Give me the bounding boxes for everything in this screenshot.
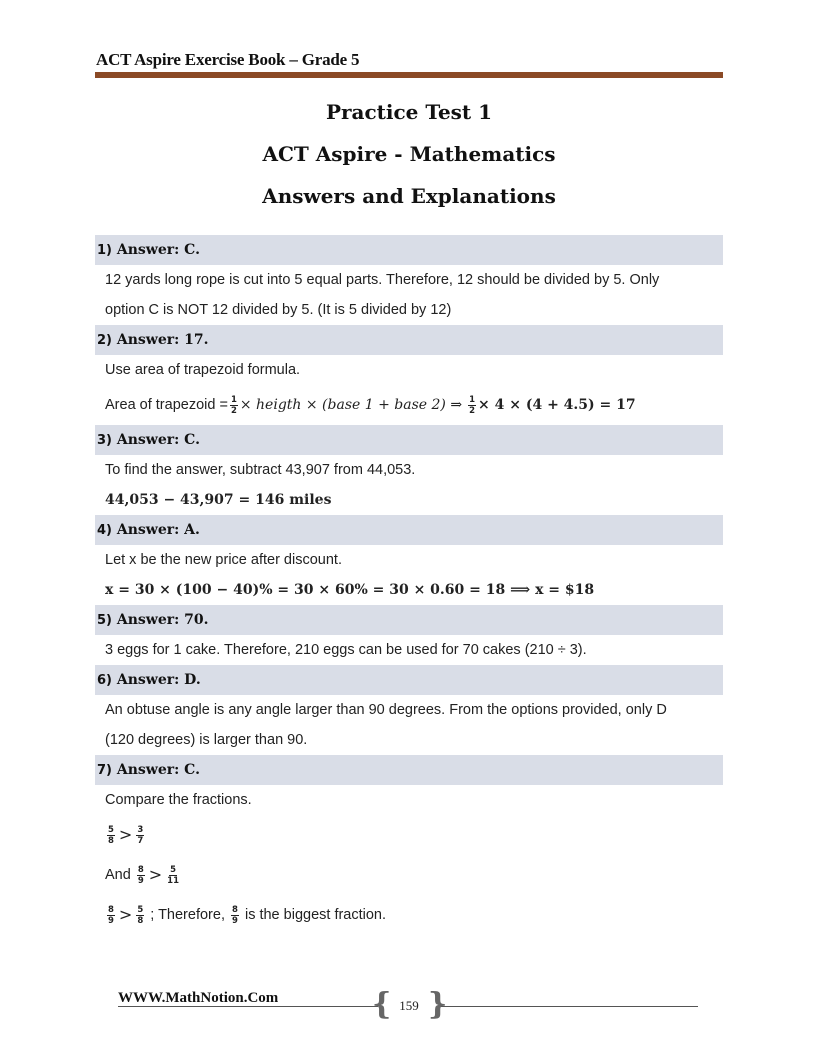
answer-number: 4) bbox=[97, 523, 112, 538]
fraction-5-11: $\frac{5}{11}$ bbox=[167, 864, 180, 886]
answer-label: Answer: D. bbox=[116, 672, 201, 688]
answer-label: Answer: C. bbox=[116, 242, 200, 258]
answer-label: Answer: C. bbox=[116, 432, 200, 448]
fraction-half: $\frac{1}{2}$ bbox=[469, 394, 476, 416]
answer-number: 7) bbox=[97, 763, 112, 778]
answers-list bbox=[95, 235, 723, 935]
answer-label: Answer: A. bbox=[116, 522, 200, 538]
answer-number: 6) bbox=[97, 673, 112, 688]
fraction-5-8: $\frac{5}{8}$ bbox=[108, 824, 114, 846]
answer-5-header bbox=[95, 605, 723, 635]
answer-label: Answer: C. bbox=[116, 762, 200, 778]
and-label: And bbox=[105, 867, 131, 883]
answer-6-header bbox=[95, 665, 723, 695]
header-rule bbox=[95, 72, 723, 78]
fraction-half: $\frac{1}{2}$ bbox=[230, 394, 237, 416]
answer-3-equation: 44,053 − 43,907 = 146 miles bbox=[105, 492, 332, 508]
answer-7-compare-2: And $\frac{8}{9}$ > $\frac{5}{11}$ bbox=[105, 864, 180, 886]
answer-4-header bbox=[95, 515, 723, 545]
fraction-3-7: $\frac{3}{7}$ bbox=[137, 824, 144, 846]
title-subject: ACT Aspire - Mathematics bbox=[262, 142, 556, 166]
answer-2-header bbox=[95, 325, 723, 355]
formula-mid: × heigth × (base 1 + base 2) ⇒ bbox=[239, 397, 463, 413]
answer-1-text: 12 yards long rope is cut into 5 equal parts. Therefore, 12 should be divided by 5. Only bbox=[105, 272, 660, 288]
formula-prefix: Area of trapezoid = bbox=[105, 397, 228, 413]
answer-7-compare-1: $\frac{5}{8}$ > $\frac{3}{7}$ bbox=[108, 824, 144, 846]
fraction-8-9: $\frac{8}{9}$ bbox=[108, 904, 114, 926]
answer-number: 2) bbox=[97, 333, 112, 348]
title-practice-test: Practice Test 1 bbox=[325, 100, 493, 124]
answer-4-text: Let x be the new price after discount. bbox=[105, 552, 342, 568]
formula-end: × 4 × (4 + 4.5) = 17 bbox=[478, 397, 636, 413]
footer-rule bbox=[438, 1006, 698, 1007]
answer-6-text: An obtuse angle is any angle larger than 90 degrees. From the options provided, only D bbox=[105, 702, 667, 718]
biggest-text: is the biggest fraction. bbox=[244, 907, 387, 923]
answer-7-conclusion: $\frac{8}{9}$ > $\frac{5}{8}$ ; Therefore, $\frac{8}{9}$ is the biggest fraction. bbox=[108, 904, 387, 926]
left-brace-icon: { bbox=[372, 987, 392, 1022]
footer-rule bbox=[118, 1006, 378, 1007]
answer-number: 1) bbox=[97, 243, 112, 258]
answer-7-header bbox=[95, 755, 723, 785]
answer-6-text: (120 degrees) is larger than 90. bbox=[105, 732, 308, 748]
answer-1-text: option C is NOT 12 divided by 5. (It is 5 divided by 12) bbox=[105, 302, 452, 318]
fraction-5-8: $\frac{5}{8}$ bbox=[137, 904, 144, 926]
therefore-text: ; Therefore, bbox=[150, 907, 225, 923]
title-block bbox=[95, 96, 723, 222]
right-brace-icon: } bbox=[428, 987, 448, 1022]
answer-7-text: Compare the fractions. bbox=[105, 792, 252, 808]
page-number: 159 bbox=[399, 998, 419, 1013]
answer-3-text: To find the answer, subtract 43,907 from 44,053. bbox=[105, 462, 416, 478]
fraction-8-9: $\frac{8}{9}$ bbox=[137, 864, 144, 886]
answer-5-text: 3 eggs for 1 cake. Therefore, 210 eggs can be used for 70 cakes (210 ÷ 3). bbox=[105, 642, 587, 658]
header-title: ACT Aspire Exercise Book – Grade 5 bbox=[96, 50, 360, 69]
answer-4-equation: x = 30 × (100 − 40)% = 30 × 60% = 30 × 0.60 = 18 ⟹ x = $18 bbox=[105, 582, 595, 598]
answer-label: Answer: 17. bbox=[116, 332, 209, 348]
answer-1-header bbox=[95, 235, 723, 265]
fraction-8-9: $\frac{8}{9}$ bbox=[232, 904, 238, 926]
answer-number: 3) bbox=[97, 433, 112, 448]
title-answers: Answers and Explanations bbox=[262, 184, 556, 208]
answer-2-text: Use area of trapezoid formula. bbox=[105, 362, 301, 378]
footer-website: WWW.MathNotion.Com bbox=[118, 990, 279, 1006]
answer-3-header bbox=[95, 425, 723, 455]
answer-2-formula bbox=[95, 385, 723, 425]
answer-number: 5) bbox=[97, 613, 112, 628]
answer-label: Answer: 70. bbox=[116, 612, 209, 628]
